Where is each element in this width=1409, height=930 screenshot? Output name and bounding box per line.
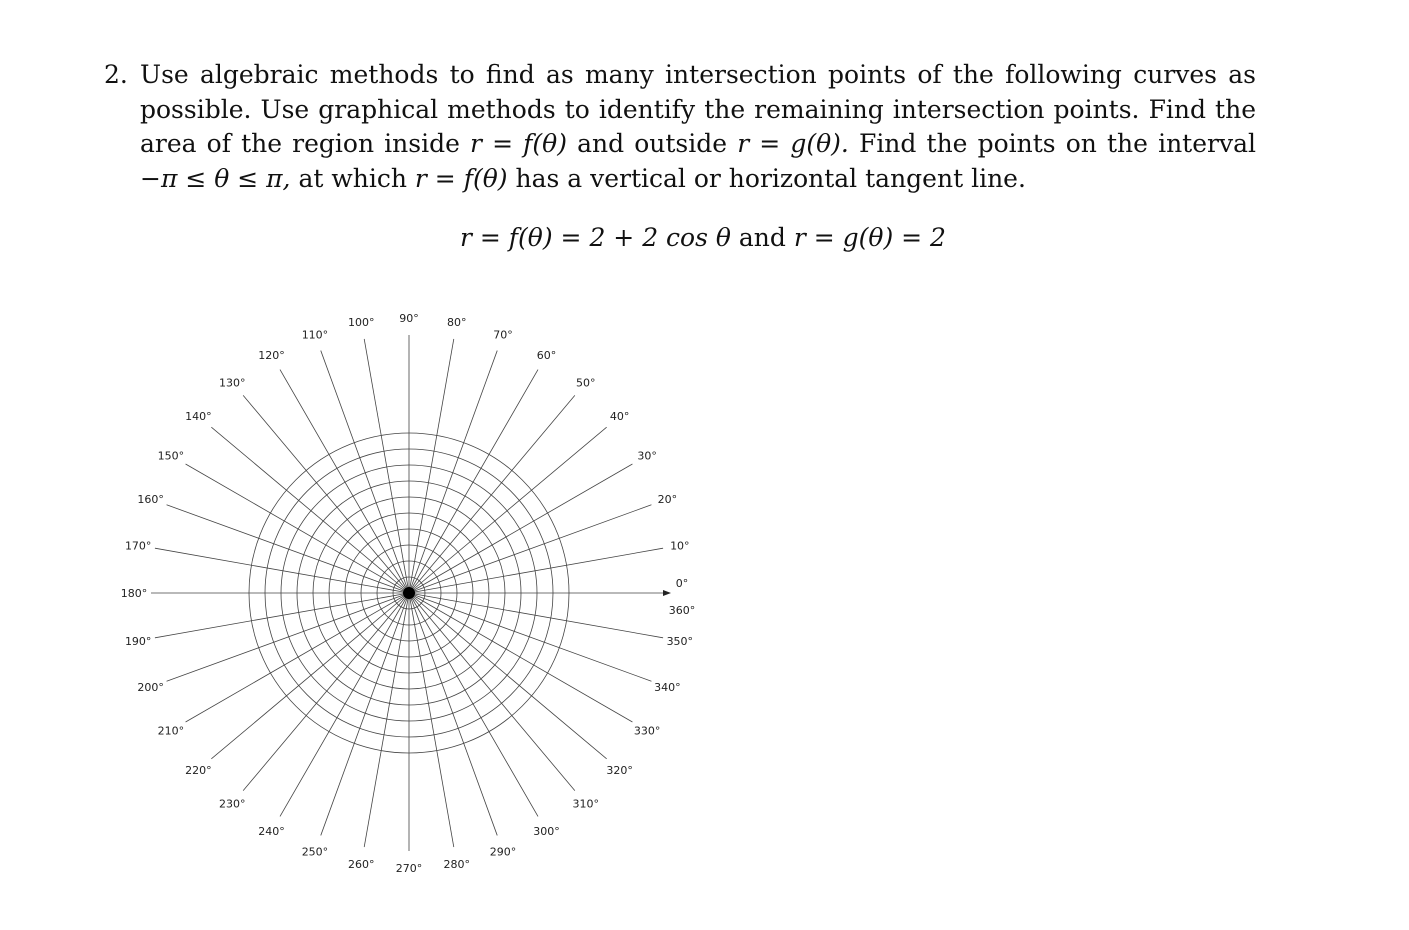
angle-label: 200° (137, 681, 164, 695)
angle-label: 140° (185, 410, 212, 424)
angle-label: 20° (657, 492, 678, 506)
equation-display (460, 223, 946, 252)
angle-label: 220° (185, 763, 212, 777)
angle-label: 70° (493, 328, 513, 342)
angle-label: 250° (301, 845, 329, 859)
angle-label: 50° (576, 376, 596, 390)
angle-label: 160° (137, 492, 164, 506)
angle-label: 310° (572, 797, 600, 811)
angle-label: 210° (157, 724, 185, 738)
math-f-curve: r = f(θ) (470, 129, 567, 158)
angle-label: 290° (489, 845, 517, 859)
equation-f: r = f(θ) = 2 + 2 cos θ (460, 223, 731, 252)
angle-label: 230° (218, 797, 246, 811)
angle-label: 30° (637, 449, 657, 463)
problem-sentence-3: Find the area of the region inside (140, 94, 1256, 158)
angle-label: 340° (654, 681, 681, 695)
angle-label: 330° (633, 724, 661, 738)
angle-label: 350° (666, 634, 694, 648)
problem-sentence-6: at which (298, 163, 407, 193)
angle-label: 190° (124, 634, 152, 648)
problem-sentence-4: and outside (577, 129, 728, 158)
angle-label: 40° (609, 410, 630, 424)
angle-label: 120° (258, 348, 285, 362)
grid-spoke (409, 593, 651, 681)
angle-label: 10° (670, 539, 690, 553)
math-f-curve-2: r = f(θ) (414, 163, 508, 193)
angle-label: 150° (157, 449, 185, 463)
problem-sentence-5: Find the points on the interval (858, 129, 1256, 158)
grid-spoke (167, 593, 409, 681)
math-interval: −π ≤ θ ≤ π, (140, 163, 291, 193)
angle-label: 270° (395, 862, 423, 875)
angle-label: 90° (399, 312, 419, 325)
angle-label: 130° (218, 376, 246, 390)
angle-label: 320° (606, 763, 633, 777)
grid-spoke (321, 593, 409, 835)
angle-label: 180° (120, 587, 148, 600)
polar-grid-svg (120, 305, 696, 875)
angle-label: 60° (536, 348, 557, 362)
polar-graph-paper (120, 305, 696, 875)
grid-spoke (321, 351, 409, 593)
polar-axis-arrow-icon (663, 590, 671, 596)
angle-label: 80° (447, 316, 467, 330)
angle-label: 100° (348, 316, 375, 330)
problem-sentence-7: has a vertical or horizontal tangent line. (515, 163, 1026, 193)
problem-number: 2. (104, 60, 128, 89)
math-g-curve: r = g(θ). (737, 129, 849, 158)
equation-and: and (738, 223, 786, 252)
angle-label: 0° (675, 577, 689, 590)
grid-spoke (409, 505, 651, 593)
problem-sentence-1: Use algebraic methods to find as many intersection points of the following curves as possible. (140, 60, 1256, 124)
problem-sentence-2: Use graphical methods to identify the remaining intersection points. (260, 94, 1140, 124)
problem-statement (104, 58, 1256, 196)
grid-spoke (409, 351, 497, 593)
angle-label: 300° (533, 825, 560, 839)
angle-label: 280° (443, 857, 470, 871)
grid-spoke (167, 505, 409, 593)
angle-label: 260° (348, 857, 375, 871)
angle-label: 110° (301, 328, 329, 342)
angle-label: 170° (124, 539, 152, 553)
angle-label: 360° (668, 604, 696, 617)
problem-text (140, 58, 1256, 196)
angle-label: 240° (258, 825, 285, 839)
pole-dot (403, 587, 415, 599)
equation-g: r = g(θ) = 2 (793, 223, 946, 252)
grid-spoke (409, 593, 497, 835)
